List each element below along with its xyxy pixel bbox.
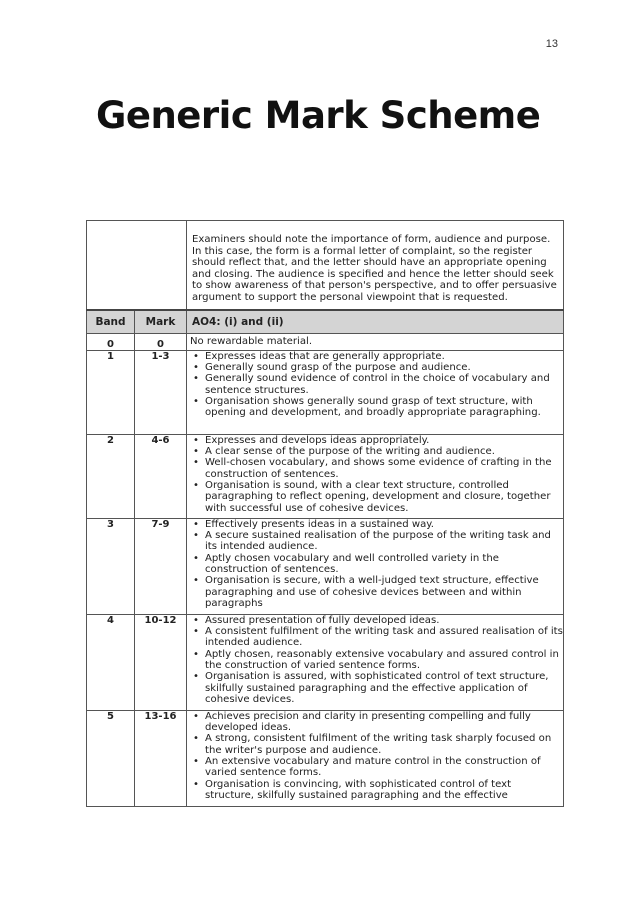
mark-range: 0 <box>135 333 187 350</box>
criterion-item: • A consistent fulfilment of the writing task and assured realisation of its intended audience. <box>187 626 563 649</box>
mark-column-header: Mark <box>135 310 187 334</box>
criterion-item: • Generally sound evidence of control in the choice of vocabulary and sentence structures. <box>187 373 563 396</box>
mark-range: 4-6 <box>135 434 187 518</box>
band-number: 3 <box>87 518 135 614</box>
table-header-row <box>87 310 564 334</box>
descriptor-cell <box>187 434 564 518</box>
band-number: 5 <box>87 710 135 806</box>
criterion-item: • A secure sustained realisation of the purpose of the writing task and its intended audience. <box>187 530 563 553</box>
band-row-4 <box>87 614 564 710</box>
criterion-item: • An extensive vocabulary and mature control in the construction of varied sentence forms. <box>187 756 563 779</box>
criterion-item: • A clear sense of the purpose of the writing and audience. <box>187 446 563 457</box>
descriptor-cell <box>187 710 564 806</box>
page-number: 13 <box>545 38 558 50</box>
criterion-item: • Well-chosen vocabulary, and shows some evidence of crafting in the construction of sentences. <box>187 457 563 480</box>
intro-cell <box>187 221 564 310</box>
criterion-item: • Organisation is secure, with a well-judged text structure, effective paragraphing and use of cohesive devices between and within paragraphs <box>187 575 563 609</box>
band-row-3 <box>87 518 564 614</box>
descriptor-cell <box>187 350 564 434</box>
criterion-item: • Assured presentation of fully developed ideas. <box>187 615 563 626</box>
criterion-item: • Expresses and develops ideas appropriately. <box>187 435 563 446</box>
criteria-list <box>187 351 563 419</box>
mark-range: 7-9 <box>135 518 187 614</box>
criterion-item: • Aptly chosen vocabulary and well controlled variety in the construction of sentences. <box>187 553 563 576</box>
criterion-item: • Achieves precision and clarity in presenting compelling and fully developed ideas. <box>187 711 563 734</box>
criterion-item: • Organisation is assured, with sophisticated control of text structure, skilfully sustained paragraphing and the effective application of cohesive devices. <box>187 671 563 705</box>
band-row-1 <box>87 350 564 434</box>
descriptor-cell <box>187 333 564 350</box>
intro-blank-cell <box>87 221 187 310</box>
mark-range: 13-16 <box>135 710 187 806</box>
band-column-header: Band <box>87 310 135 334</box>
intro-row <box>87 221 564 310</box>
criteria-list <box>187 435 563 514</box>
criteria-list <box>187 519 563 609</box>
page-title: Generic Mark Scheme <box>96 94 541 137</box>
criterion-item: • A strong, consistent fulfilment of the writing task sharply focused on the writer's purpose and audience. <box>187 733 563 756</box>
criterion-item: • Generally sound grasp of the purpose and audience. <box>187 362 563 373</box>
mark-range: 10-12 <box>135 614 187 710</box>
criterion-item: • Aptly chosen, reasonably extensive vocabulary and assured control in the construction of varied sentence forms. <box>187 649 563 672</box>
band-row-2 <box>87 434 564 518</box>
band-row-0 <box>87 333 564 350</box>
criteria-list <box>187 615 563 705</box>
criterion-item: • Effectively presents ideas in a sustained way. <box>187 519 563 530</box>
mark-scheme-table <box>86 220 564 807</box>
criterion-item: • Expresses ideas that are generally appropriate. <box>187 351 563 362</box>
band-row-5 <box>87 710 564 806</box>
mark-range: 1-3 <box>135 350 187 434</box>
criterion-item: • Organisation is sound, with a clear text structure, controlled paragraphing to reflect opening, development and closure, together with successful use of cohesive devices. <box>187 480 563 514</box>
criterion-item: • Organisation is convincing, with sophisticated control of text structure, skilfully sustained paragraphing and the effective <box>187 779 563 802</box>
descriptor-text: No rewardable material. <box>190 335 313 347</box>
examiner-note: Examiners should note the importance of form, audience and purpose. In this case, the form is a formal letter of complaint, so the register should reflect that, and the letter should have an appropriate opening and closing. The audience is specified and hence the letter should seek to show awareness of that person's perspective, and to offer persuasive argument to support the personal viewpoint that is requested. <box>192 234 557 303</box>
descriptor-cell <box>187 518 564 614</box>
descriptor-cell <box>187 614 564 710</box>
band-number: 0 <box>87 333 135 350</box>
criteria-list <box>187 711 563 801</box>
band-number: 2 <box>87 434 135 518</box>
criterion-item: • Organisation shows generally sound grasp of text structure, with opening and development, and broadly appropriate paragraphing. <box>187 396 563 419</box>
descriptor-column-header: AO4: (i) and (ii) <box>187 310 564 334</box>
band-number: 4 <box>87 614 135 710</box>
band-number: 1 <box>87 350 135 434</box>
